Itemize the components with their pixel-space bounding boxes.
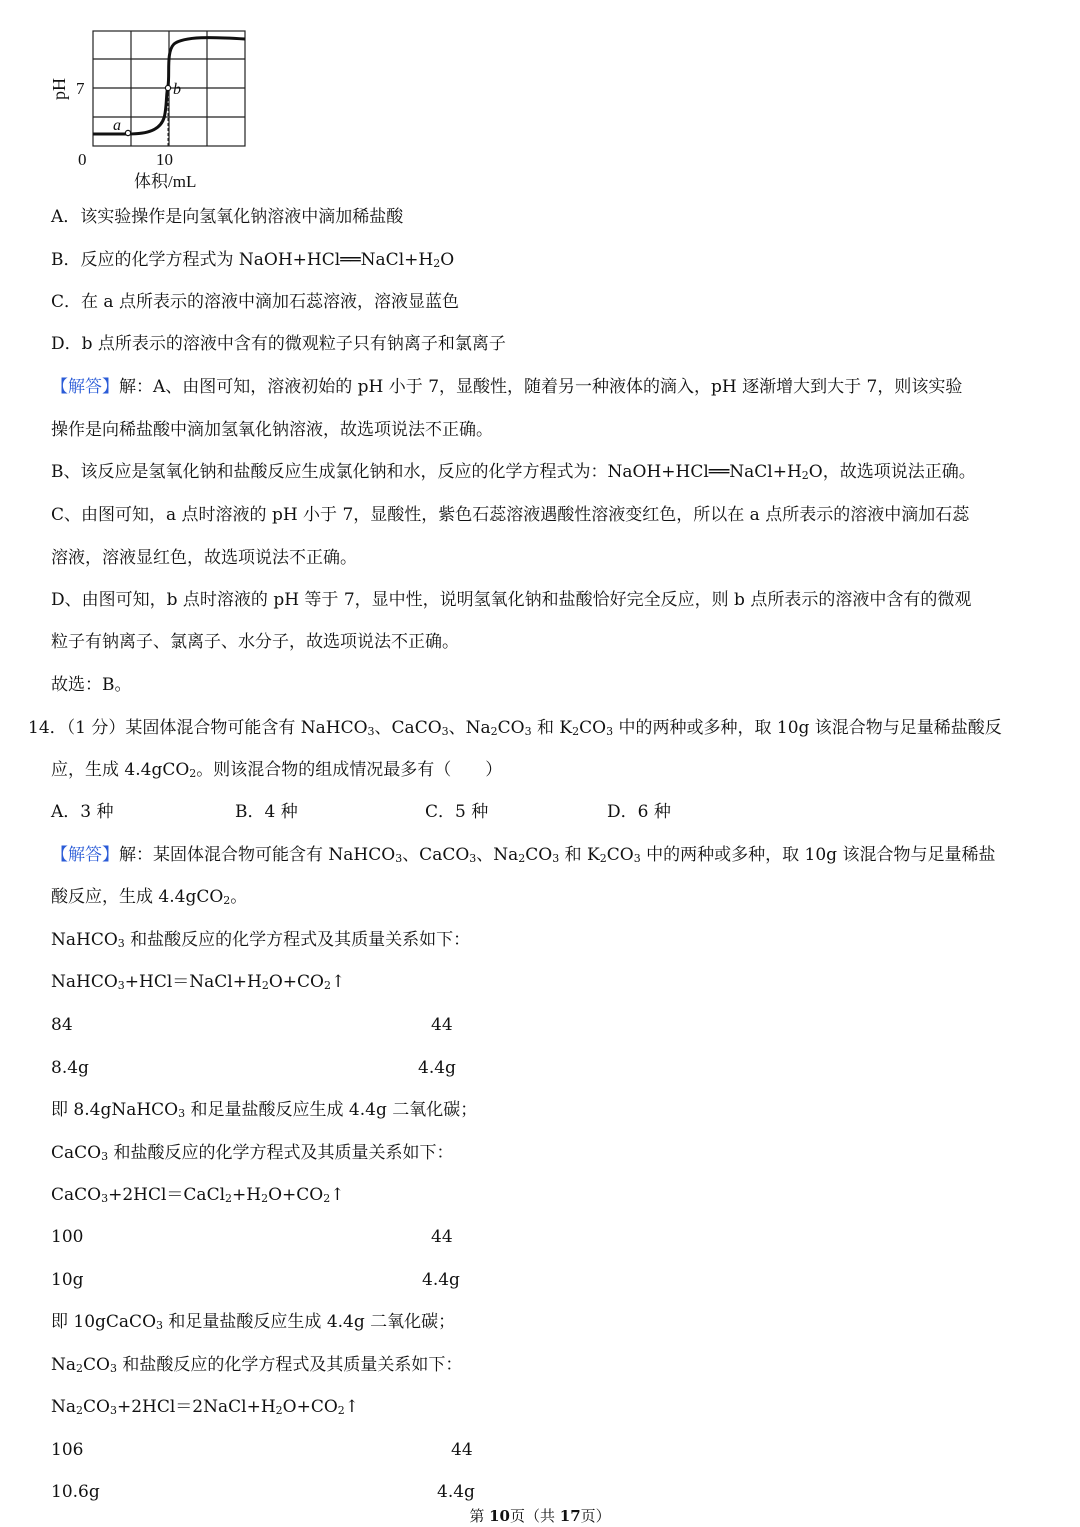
q13-option-a-text: A．该实验操作是向氢氧化钠溶液中滴加稀盐酸 [51,207,404,227]
gas-arrow-icon: ↑ [330,1185,345,1205]
nahco3-intro-text: 和盐酸反应的化学方程式及其质量关系如下： [124,930,471,950]
q14-stem-text-b: 、CaCO [374,718,442,738]
sub-2: 2 [323,1192,331,1205]
q13-answer-a-text2: 操作是向稀盐酸中滴加氢氧化钠溶液，故选项说法不正确。 [51,420,493,440]
nahco3-intro [51,927,470,953]
eq-part-c: O+CO [268,972,324,992]
eq-part-b: CO [83,1397,110,1417]
q14-stem-text-e: 和 K [531,718,573,738]
q14-stem-text-d: CO [497,718,525,738]
gas-arrow-icon: ↑ [330,972,346,992]
q13-option-b-text2: NaCl+H [360,250,434,270]
page-total: 17 [559,1507,581,1525]
q13-answer-b-mid: NaCl+H [729,462,802,482]
q13-option-a [51,204,403,230]
formula-nahco: NaHCO [51,930,118,950]
q14-option-b: B．4 种 [235,802,298,822]
q14-option-d: D．6 种 [607,802,671,822]
q13-option-b [51,247,454,273]
sub-2: 2 [490,725,498,738]
y-tick-7: 7 [76,79,85,98]
sub-2: 2 [223,894,231,907]
mass-106: 106 [51,1440,84,1460]
point-a-label: a [113,117,121,134]
eq-part-c: +H [232,1185,262,1205]
q14-ans-text-a: 解：某固体混合物可能含有 NaHCO [119,845,396,865]
q14-option-c: C．5 种 [425,802,489,822]
page-number: 10 [489,1507,510,1525]
eq-part-d: O+CO [268,1185,324,1205]
q13-answer-d-line1 [51,587,971,613]
mass-4.4g-c: 4.4g [437,1482,475,1502]
footer-mid: 页（共 [509,1507,560,1525]
eq-part-c: +2HCl＝2NaCl+H [116,1397,276,1417]
caco3-equation [51,1182,344,1208]
sub-3: 3 [101,1192,109,1205]
q14-stem2-text-b: 。则该混合物的组成情况最多有（ ） [196,760,503,780]
sub-2: 2 [599,852,607,865]
q14-stem-line1 [28,715,1002,741]
mass-10g: 10g [51,1270,84,1290]
q14-stem-text-f: CO [579,718,607,738]
q13-answer-b-post: O，故选项说法正确。 [808,462,976,482]
footer-post: 页） [580,1507,611,1525]
eq-part-a: CaCO [51,1185,102,1205]
sub-2: 2 [225,1192,233,1205]
na2co3-equation [51,1394,359,1420]
eq-part-a: NaHCO [51,972,118,992]
q14-ans2-text-b: 。 [230,887,248,907]
eq-sign: ══ [708,462,730,482]
q13-answer-c-line2 [51,545,357,571]
sub-3: 3 [156,1319,164,1332]
x-axis-label: 体积/mL [134,172,197,191]
q13-answer-b [51,459,976,485]
sub-2: 2 [261,1192,269,1205]
q13-answer-b-text: B、该反应是氢氧化钠和盐酸反应生成氯化钠和水，反应的化学方程式为：NaOH+HCl [51,462,709,482]
q13-choice-text: 故选：B。 [51,675,132,695]
x-tick-10: 10 [156,150,173,169]
q13-answer-c-text2: 溶液，溶液显红色，故选项说法不正确。 [51,548,357,568]
sub-3: 3 [552,852,560,865]
eq-part-d: O+CO [282,1397,338,1417]
mass-44-a: 44 [431,1015,453,1035]
footer-pre: 第 [469,1507,490,1525]
q14-ans-text-e: 和 K [559,845,600,865]
q13-option-b-eq: ══ [340,250,361,270]
q13-answer-a-text: 解：A、由图可知，溶液初始的 pH 小于 7，显酸性，随着另一种液体的滴入，pH 逐渐增大到大于 7，则该实验 [119,377,963,397]
eq-part-a: Na [51,1397,77,1417]
mass-4.4g-b: 4.4g [422,1270,460,1290]
q13-answer-d-text: D、由图可知，b 点时溶液的 pH 等于 7，显中性，说明氢氧化钠和盐酸恰好完全反应，则 b 点所表示的溶液中含有的微观 [51,590,972,610]
sub-3: 3 [109,1404,117,1417]
na2co3-intro-c: 和盐酸反应的化学方程式及其质量关系如下： [116,1355,463,1375]
q13-answer-c-line1 [51,502,969,528]
gas-arrow-icon: ↑ [344,1397,360,1417]
q14-option-a: A．3 种 [51,802,114,822]
na2co3-intro-b: CO [83,1355,110,1375]
sub-2: 2 [76,1362,84,1375]
q13-answer-d-line2 [51,629,459,655]
q14-stem-text-a: 14．（1 分）某固体混合物可能含有 NaHCO [28,718,368,738]
sub-2: 2 [275,1404,283,1417]
q14-stem-text-g: 中的两种或多种，取 10g 该混合物与足量稀盐酸反 [613,718,1002,738]
q14-ans-text-f: CO [606,845,634,865]
q13-answer-a-line1 [51,374,962,400]
ph-titration-graph [48,22,268,194]
sub-3: 3 [524,725,532,738]
x-tick-0: 0 [78,150,87,169]
nahco3-equation [51,969,345,995]
y-axis-label: pH [49,78,69,100]
sub-3: 3 [117,979,125,992]
q14-stem2-text-a: 应，生成 4.4gCO [51,760,190,780]
q13-option-c [51,289,459,315]
q13-option-b-text: B．反应的化学方程式为 NaOH+HCl [51,250,341,270]
mass-44-b: 44 [431,1227,453,1247]
nahco3-conclusion [51,1097,477,1123]
sub-3: 3 [395,852,403,865]
sub-3: 3 [606,725,614,738]
q13-answer-c-text: C、由图可知，a 点时溶液的 pH 小于 7，显酸性，紫色石蕊溶液遇酸性溶液变红色，所以在 a 点所表示的溶液中滴加石蕊 [51,505,970,525]
answer-tag: 【解答】 [51,377,119,397]
q14-stem-line2 [51,757,502,783]
sub-3: 3 [441,725,449,738]
mass-4.4g-a: 4.4g [418,1058,456,1078]
mass-84: 84 [51,1015,73,1035]
caco3-intro-a: CaCO [51,1143,102,1163]
na2co3-intro [51,1352,462,1378]
sub-3: 3 [633,852,641,865]
sub-2: 2 [572,725,580,738]
sub-2: 2 [433,257,441,270]
conc-text-a: 即 10gCaCO [51,1312,157,1332]
sub-3: 3 [469,852,477,865]
sub-2: 2 [801,469,809,482]
q13-answer-a-line2 [51,417,493,443]
q14-answer-line2 [51,884,247,910]
q13-option-d [51,331,506,357]
q14-ans-text-d: CO [525,845,553,865]
sub-2: 2 [76,1404,84,1417]
q14-ans2-text-a: 酸反应，生成 4.4gCO [51,887,224,907]
sub-3: 3 [109,1362,117,1375]
sub-3: 3 [101,1150,109,1163]
caco3-conclusion [51,1309,455,1335]
answer-tag: 【解答】 [51,845,119,865]
q13-option-d-text: D．b 点所表示的溶液中含有的微观粒子只有钠离子和氯离子 [51,334,506,354]
q13-answer-d-text2: 粒子有钠离子、氯离子、水分子，故选项说法不正确。 [51,632,459,652]
na2co3-intro-a: Na [51,1355,77,1375]
q14-ans-text-g: 中的两种或多种，取 10g 该混合物与足量稀盐 [640,845,996,865]
page-footer [0,1506,1080,1526]
sub-2: 2 [518,852,526,865]
conc-text-a: 即 8.4gNaHCO [51,1100,179,1120]
mass-44-c: 44 [451,1440,473,1460]
sub-3: 3 [117,937,125,950]
mass-10.6g: 10.6g [51,1482,100,1502]
eq-part-b: +HCl＝NaCl+H [124,972,262,992]
mass-8.4g: 8.4g [51,1058,89,1078]
sub-2: 2 [337,1404,345,1417]
conc-text-b: 和足量盐酸反应生成 4.4g 二氧化碳； [185,1100,478,1120]
sub-3: 3 [367,725,375,738]
conc-text-b: 和足量盐酸反应生成 4.4g 二氧化碳； [163,1312,456,1332]
sub-2: 2 [261,979,269,992]
q14-ans-text-c: 、Na [476,845,519,865]
caco3-intro-b: 和盐酸反应的化学方程式及其质量关系如下： [108,1143,454,1163]
q13-choice [51,672,132,698]
letter-o: O [440,250,455,270]
sub-2: 2 [189,767,197,780]
sub-3: 3 [178,1107,186,1120]
q14-stem-text-c: 、Na [448,718,491,738]
q13-option-c-text: C．在 a 点所表示的溶液中滴加石蕊溶液，溶液显蓝色 [51,292,459,312]
mass-100: 100 [51,1227,84,1247]
sub-2: 2 [323,979,331,992]
point-b-label: b [173,81,181,98]
point-b-marker [165,85,170,90]
point-a-marker [125,130,130,135]
q14-ans-text-b: 、CaCO [402,845,470,865]
eq-part-b: +2HCl＝CaCl [108,1185,226,1205]
caco3-intro [51,1140,454,1166]
q14-answer-line1 [51,842,995,868]
